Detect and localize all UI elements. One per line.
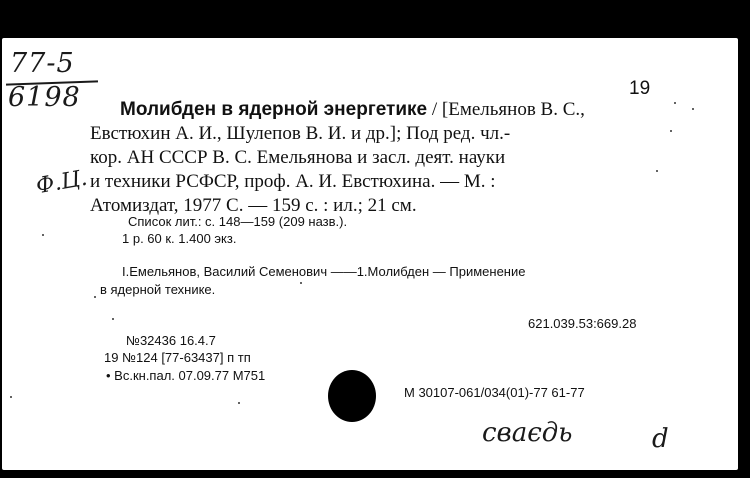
card-number: 19: [629, 78, 651, 99]
price-note: 1 р. 60 к. 1.400 экз.: [122, 231, 237, 246]
entry-line-1-rest: / [Емельянов В. С.,: [427, 99, 585, 120]
speck: [692, 108, 694, 110]
registry-line-3: • Вс.кн.пал. 07.09.77 М751: [106, 368, 266, 383]
udc-code: 621.039.53:669.28: [528, 316, 637, 331]
speck: [300, 282, 302, 284]
handwritten-side-mark: Ф.Ц.: [34, 165, 90, 200]
speck: [674, 102, 676, 104]
speck: [10, 396, 12, 398]
entry-line-1: [120, 98, 585, 122]
registry-line-1: №32436 16.4.7: [126, 333, 216, 348]
entry-line-4: и техники РСФСР, проф. А. И. Евстюхина. — М. :: [90, 171, 496, 192]
punch-hole: [328, 370, 376, 422]
entry-line-3: кор. АН СССР В. С. Емельянова и засл. деят. науки: [90, 147, 506, 168]
handwritten-call-number-bottom: 6198: [8, 82, 81, 113]
registry-line-2: 19 №124 [77-63437] п тп: [104, 350, 251, 365]
speck: [42, 234, 44, 236]
bbk-code: М 30107-061/034(01)-77 61-77: [404, 385, 585, 400]
entry-line-5: Атомиздат, 1977 С. — 159 с. : ил.; 21 см.: [90, 195, 417, 216]
speck: [238, 402, 240, 404]
entry-line-2: Евстюхин А. И., Шулепов В. И. и др.]; Под ред. чл.-: [90, 123, 511, 144]
subject-headings-line-1: I.Емельянов, Василий Семенович ——1.Молибден — Применение: [122, 264, 526, 279]
speck: [656, 170, 658, 172]
bibliography-note: Список лит.: с. 148—159 (209 назв.).: [128, 214, 348, 229]
handwritten-initial: d: [652, 424, 669, 454]
speck: [670, 130, 672, 132]
subject-headings-line-2: в ядерной технике.: [100, 282, 216, 297]
speck: [94, 296, 96, 298]
catalog-card: [2, 38, 738, 470]
speck: [112, 318, 114, 320]
handwritten-signature: сваєдь: [482, 418, 573, 448]
handwritten-call-number-top: 77-5: [10, 48, 75, 79]
book-title: Молибден в ядерной энергетике: [120, 99, 428, 120]
